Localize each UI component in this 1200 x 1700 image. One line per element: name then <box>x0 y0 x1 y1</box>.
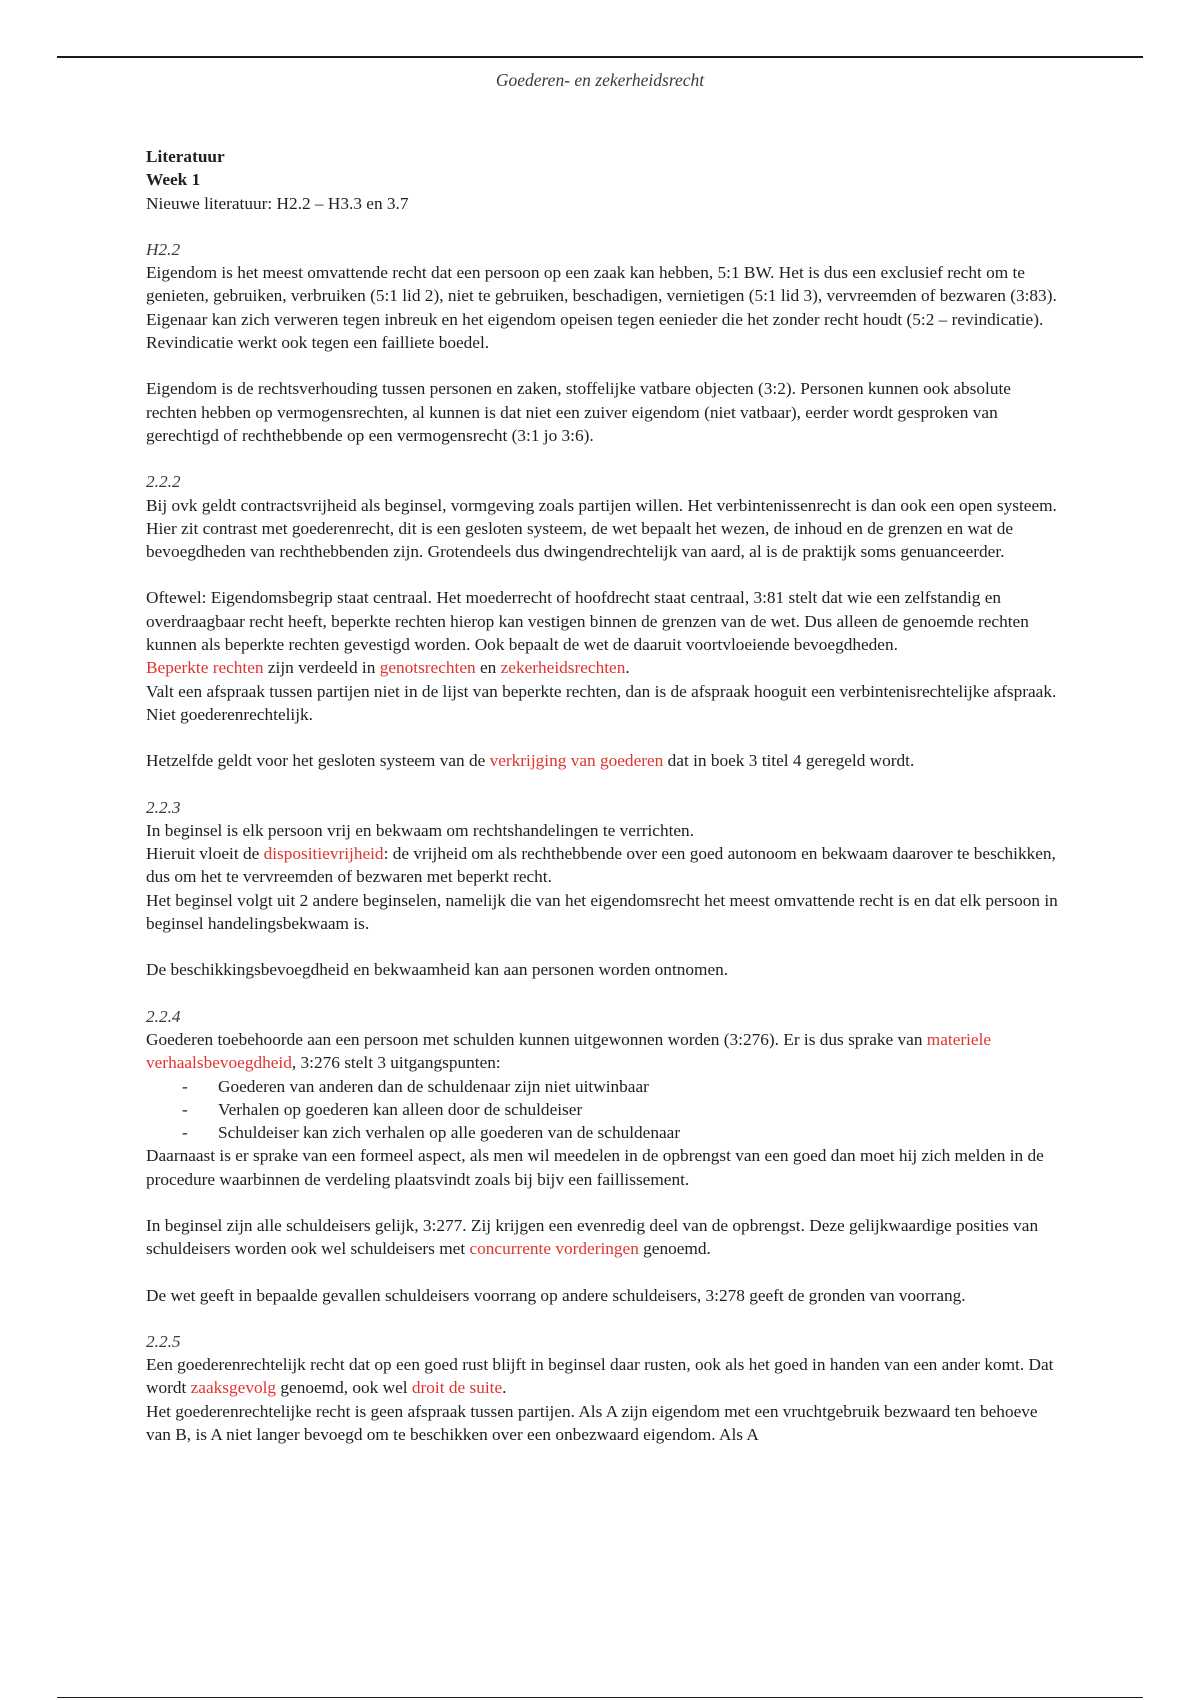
section-heading: 2.2.4 <box>146 1006 181 1026</box>
highlighted-term: materiele verhaalsbevoegdheid <box>146 1029 992 1073</box>
paragraph: Een goederenrechtelijk recht dat op een goed rust blijft in beginsel daar rusten, ook als het goed in handen van een ander komt. Dat wordt zaaksgevolg genoemd, ook wel droit de suite. <box>146 1355 1054 1398</box>
section-heading: 2.2.3 <box>146 797 181 817</box>
heading-week: Week 1 <box>146 170 201 190</box>
highlighted-term: Beperkte rechten <box>146 658 264 678</box>
paragraph: Oftewel: Eigendomsbegrip staat centraal. Het moederrecht of hoofdrecht staat centraal, 3:81 stelt dat wie een zelfstandig en overdraagbaar recht heeft, beperkte rechten hierop kan vestigen binnen de grenzen van de wet. Dus alleen de genoemde rechten kunnen als beperkte rechten gevestigd worden. Ook bepaalt de wet de daaruit voortvloeiende bevoegdheden. <box>146 588 1029 655</box>
paragraph: Het beginsel volgt uit 2 andere beginselen, namelijk die van het eigendomsrecht het meest omvattende recht is en dat elk persoon in beginsel handelingsbekwaam is. <box>146 890 1058 934</box>
highlighted-term: zaaksgevolg <box>190 1378 277 1398</box>
highlighted-term: dispositievrijheid <box>263 844 384 864</box>
paragraph: In beginsel is elk persoon vrij en bekwaam om rechtshandelingen te verrichten. <box>146 820 695 840</box>
paragraph: Hetzelfde geldt voor het gesloten systeem van de verkrijging van goederen dat in boek 3 titel 4 geregeld wordt. <box>146 751 915 771</box>
heading-literatuur: Literatuur <box>146 147 225 166</box>
highlighted-term: concurrente vorderingen <box>469 1239 639 1259</box>
paragraph: Beperkte rechten zijn verdeeld in genotsrechten en zekerheidsrechten. <box>146 658 630 678</box>
section-heading: 2.2.2 <box>146 472 181 492</box>
running-header: Goederen- en zekerheidsrecht <box>495 70 705 90</box>
footer-rule <box>57 1697 1143 1698</box>
section-heading: H2.2 <box>146 239 181 259</box>
highlighted-term: genotsrechten <box>379 658 476 678</box>
paragraph: Eigendom is de rechtsverhouding tussen personen en zaken, stoffelijke vatbare objecten (3:2). Personen kunnen ook absolute rechten hebben op vermogensrechten, al kunnen is dat niet een zuiver eigendom (niet vatbaar), eerder wordt gesproken van gerechtigd of rechthebbende op een vermogensrecht (3:1 jo 3:6). <box>146 379 1011 445</box>
paragraph: Goederen toebehoorde aan een persoon met schulden kunnen uitgewonnen worden (3:276). Er is dus sprake van materiele verhaalsbevoegdheid, 3:276 stelt 3 uitgangspunten: <box>146 1029 992 1073</box>
paragraph: Eigendom is het meest omvattende recht dat een persoon op een zaak kan hebben, 5:1 BW. Het is dus een exclusief recht om te genieten, gebruiken, verbruiken (5:1 lid 2), niet te gebruiken, beschadigen, vernietigen (5:1 lid 3), vervreemden of bezwaren (3:83). <box>146 263 1057 306</box>
header-rule <box>57 56 1143 58</box>
highlighted-term: zekerheidsrechten <box>500 658 626 678</box>
document-body <box>146 145 1066 1446</box>
bullet-list <box>146 1075 1066 1145</box>
paragraph: Bij ovk geldt contractsvrijheid als beginsel, vormgeving zoals partijen willen. Het verbintenissenrecht is dan ook een open systeem. Hier zit contrast met goederenrecht, dit is een gesloten systeem, de wet bepaalt het wezen, de inhoud en de grenzen en wat de bevoegdheden van rechthebbenden zijn. Grotendeels dus dwingendrechtelijk van aard, al is de praktijk soms genuanceerder. <box>146 495 1057 562</box>
paragraph: Eigenaar kan zich verweren tegen inbreuk en het eigendom opeisen tegen eenieder die het zonder recht houdt (5:2 – revindicatie). Revindicatie werkt ook tegen een failliete boedel. <box>146 309 1044 353</box>
highlighted-term: verkrijging van goederen <box>489 751 664 771</box>
paragraph: Daarnaast is er sprake van een formeel aspect, als men wil meedelen in de opbrengst van een goed dan moet hij zich melden in de procedure waarbinnen de verdeling plaatsvindt zoals bij bijv een faillissement. <box>146 1146 1044 1189</box>
paragraph: Hieruit vloeit de dispositievrijheid: de vrijheid om als rechthebbende over een goed autonoom en bekwaam daarover te beschikken, dus om het te vervreemden of bezwaren met beperkt recht. <box>146 844 1056 887</box>
list-item: - Verhalen op goederen kan alleen door de schuldeiser <box>182 1098 1066 1121</box>
paragraph: Het goederenrechtelijke recht is geen afspraak tussen partijen. Als A zijn eigendom met een vruchtgebruik bezwaard ten behoeve van B, is A niet langer bevoegd om te beschikken over een onbezwaard eigendom. Als A <box>146 1401 1038 1445</box>
highlighted-term: droit de suite <box>411 1378 503 1398</box>
paragraph: De beschikkingsbevoegdheid en bekwaamheid kan aan personen worden ontnomen. <box>146 960 729 980</box>
section-heading: 2.2.5 <box>146 1331 181 1351</box>
list-item: - Schuldeiser kan zich verhalen op alle goederen van de schuldenaar <box>182 1121 1066 1144</box>
paragraph: De wet geeft in bepaalde gevallen schuldeisers voorrang op andere schuldeisers, 3:278 geeft de gronden van voorrang. <box>146 1285 966 1305</box>
paragraph: In beginsel zijn alle schuldeisers gelijk, 3:277. Zij krijgen een evenredig deel van de opbrengst. Deze gelijkwaardige posities van schuldeisers worden ook wel schuldeisers met concurrente vorderingen genoemd. <box>146 1215 1039 1259</box>
list-item: - Goederen van anderen dan de schuldenaar zijn niet uitwinbaar <box>182 1075 1066 1098</box>
literature-line: Nieuwe literatuur: H2.2 – H3.3 en 3.7 <box>146 193 409 213</box>
paragraph: Valt een afspraak tussen partijen niet in de lijst van beperkte rechten, dan is de afspraak hooguit een verbintenisrechtelijke afspraak. Niet goederenrechtelijk. <box>146 681 1057 724</box>
